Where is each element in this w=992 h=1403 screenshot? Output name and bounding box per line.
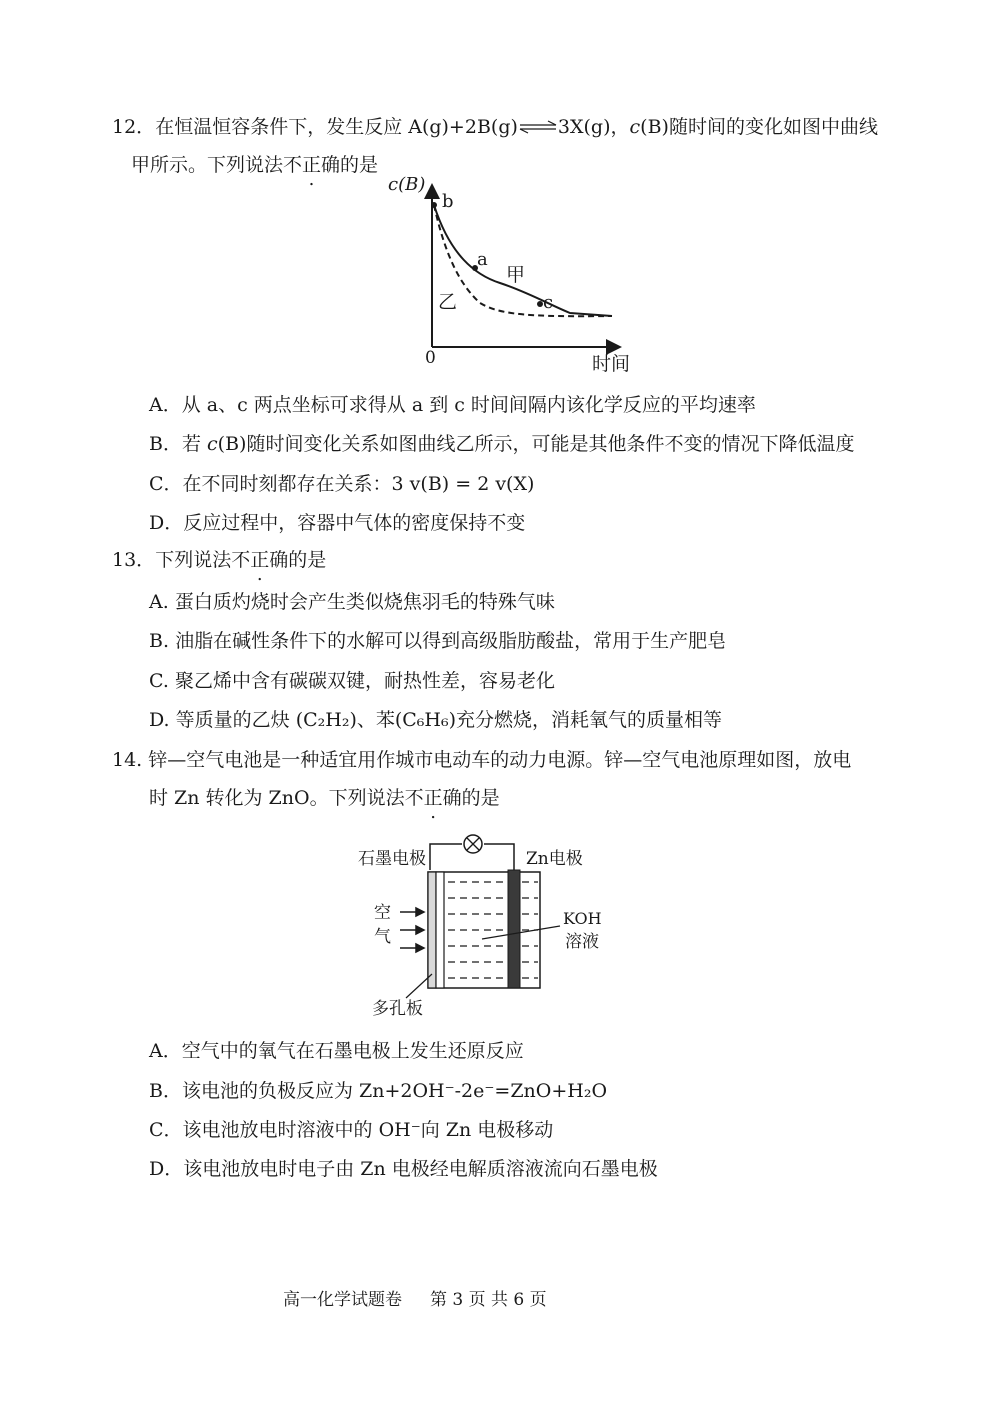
q13-option-d (149, 708, 722, 732)
point-b (431, 202, 437, 208)
option-text: 在不同时刻都存在关系：3 v(B) = 2 v(X) (182, 473, 535, 495)
zn-electrode (508, 870, 520, 988)
q12-option-d (149, 511, 525, 535)
y-axis-label: c(B) (388, 174, 426, 195)
q12-stem-line1 (112, 115, 878, 139)
q14-stem-line1 (112, 748, 851, 772)
page-footer (283, 1289, 547, 1311)
porous-plate (428, 872, 436, 988)
q13-option-c (149, 669, 555, 693)
zn-electrode-label: Zn电极 (526, 849, 583, 869)
option-letter: D． (149, 1158, 184, 1180)
q12-stem-line2-before: 甲所示。下列说法 (131, 154, 284, 176)
option-letter: C. (149, 670, 169, 692)
footer-title: 高一化学试题卷 (283, 1290, 402, 1310)
option-letter: B． (149, 433, 182, 455)
q12-option-b (149, 432, 854, 456)
option-letter: A． (149, 394, 182, 416)
q12-stem-line2 (131, 153, 378, 177)
solution-label-2: 溶液 (565, 932, 599, 952)
option-text-before: 若 (181, 433, 208, 455)
q13-number: 13． (112, 549, 156, 571)
bulb-icon (464, 835, 482, 853)
q14-stem-line2-after: 的是 (461, 787, 500, 809)
option-text: 空气中的氧气在石墨电极上发生还原反应 (181, 1040, 524, 1062)
option-text: 聚乙烯中含有碳碳双键，耐热性差，容易老化 (174, 670, 555, 692)
option-letter: D. (149, 709, 170, 731)
option-letter: A. (149, 591, 169, 613)
q14-stem-line2-before: 时 Zn 转化为 ZnO。下列说法 (149, 787, 405, 809)
q13-option-a (149, 590, 555, 614)
q14-option-d (149, 1157, 658, 1181)
q14-option-a (149, 1039, 524, 1063)
q13-option-b (149, 629, 726, 653)
option-letter: C． (149, 1119, 183, 1141)
q14-stem-line1-text: 锌—空气电池是一种适宜用作城市电动车的动力电源。锌—空气电池原理如图，放电 (148, 749, 852, 771)
option-text: 从 a、c 两点坐标可求得从 a 到 c 时间间隔内该化学反应的平均速率 (181, 394, 756, 416)
option-text: 该电池的负极反应为 Zn+2OH⁻-2e⁻=ZnO+H₂O (181, 1080, 608, 1102)
q14-option-b (149, 1079, 607, 1103)
graphite-electrode (436, 872, 444, 988)
option-letter: B． (149, 1080, 182, 1102)
q13-emphasis: 不正确 (231, 549, 289, 571)
solution-label-1: KOH (563, 909, 602, 928)
option-text-after: (B)随时间变化关系如图曲线乙所示，可能是其他条件不变的情况下降低温度 (217, 433, 855, 455)
x-axis-label: 时间 (592, 353, 631, 375)
equilibrium-arrow-icon (518, 115, 558, 139)
q12-emphasis: 不正确 (283, 154, 341, 176)
option-letter: D． (149, 512, 184, 534)
point-a-label: a (477, 249, 488, 270)
q13-stem-after: 的是 (288, 549, 327, 571)
option-letter: B. (149, 630, 170, 652)
q14-emphasis: 不正确 (404, 787, 462, 809)
option-text: 反应过程中，容器中气体的密度保持不变 (183, 512, 526, 534)
curve-yi-label: 乙 (438, 291, 458, 313)
point-c-label: c (543, 292, 554, 313)
porous-plate-label: 多孔板 (372, 999, 423, 1019)
curve-yi (434, 205, 612, 316)
q12-option-c (149, 472, 534, 496)
q12-option-a (149, 393, 756, 417)
q14-option-c (149, 1118, 553, 1142)
external-wire-right (484, 844, 514, 870)
q12-stem-part3: (B)随时间的变化如图中曲线 (640, 116, 878, 138)
option-text: 等质量的乙炔 (C₂H₂)、苯(C₆H₆)充分燃烧，消耗氧气的质量相等 (175, 709, 723, 731)
option-text: 蛋白质灼烧时会产生类似烧焦羽毛的特殊气味 (174, 591, 555, 613)
air-arrows (400, 908, 424, 952)
air-label-1: 空 (374, 903, 391, 923)
q14-number: 14. (112, 749, 143, 771)
option-letter: C． (149, 473, 183, 495)
q12-stem-line2-after: 的是 (340, 154, 379, 176)
q14-stem-line2 (149, 786, 500, 810)
option-text: 该电池放电时溶液中的 OH⁻向 Zn 电极移动 (182, 1119, 554, 1141)
q12-conc-symbol: c (629, 116, 641, 138)
option-text: 该电池放电时电子由 Zn 电极经电解质溶液流向石墨电极 (183, 1158, 658, 1180)
concentration-time-graph (380, 165, 650, 380)
external-wire (430, 844, 462, 870)
graphite-electrode-label: 石墨电极 (358, 849, 426, 869)
footer-page-info: 第 3 页 共 6 页 (430, 1290, 547, 1310)
option-text: 油脂在碱性条件下的水解可以得到高级脂肪酸盐，常用于生产肥皂 (175, 630, 727, 652)
curve-jia-label: 甲 (506, 264, 526, 286)
q12-stem-part1: 在恒温恒容条件下，发生反应 A(g)+2B(g) (155, 116, 518, 138)
origin-label: 0 (425, 348, 436, 368)
q13-stem (112, 548, 326, 572)
q12-stem-part2: 3X(g)， (557, 116, 630, 138)
curve-jia (434, 205, 612, 316)
q13-stem-before: 下列说法 (155, 549, 232, 571)
q12-number: 12． (112, 116, 156, 138)
zinc-air-battery-diagram (350, 826, 630, 1021)
option-letter: A． (149, 1040, 182, 1062)
air-label-2: 气 (374, 927, 391, 947)
option-italic: c (207, 433, 218, 455)
point-b-label: b (442, 191, 454, 212)
